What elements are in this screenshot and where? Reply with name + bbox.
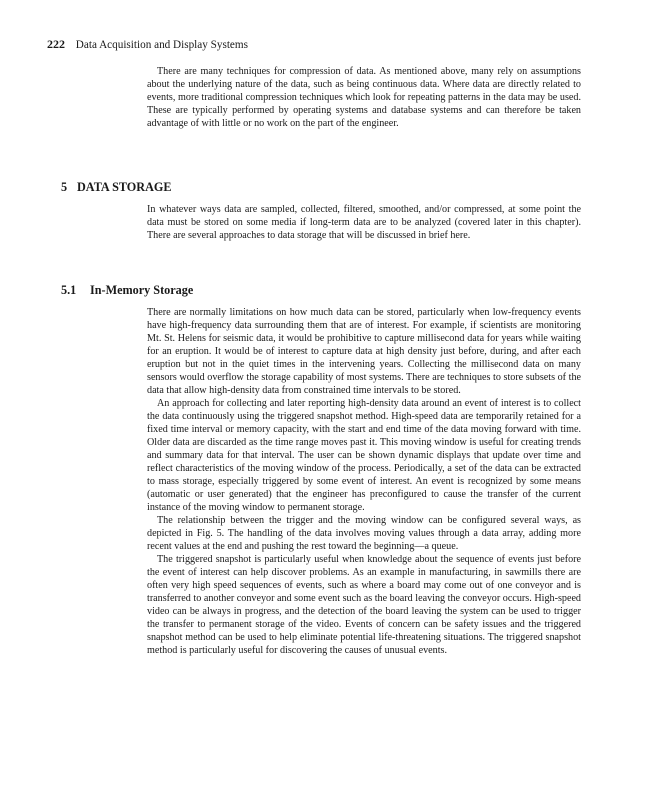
subsection-heading <box>61 283 193 298</box>
section-title: DATA STORAGE <box>77 180 172 194</box>
intro-block <box>147 65 581 130</box>
subsection-body <box>147 306 581 657</box>
section-heading <box>61 180 171 195</box>
intro-paragraph: There are many techniques for compression of data. As mentioned above, many rely on assumptions about the underlying nature of the data, such as being continuous data. Where data are directly related to events, more traditional compression techniques which look for repeating patterns in the data may be used. These are typically performed by operating systems and database systems and can therefore be taken advantage of with little or no work on the part of the engineer. <box>147 66 581 129</box>
body-paragraph: There are normally limitations on how much data can be stored, particularly when low-frequency events have high-frequency data surrounding them that are of interest. For example, if scientists are monitoring Mt. St. Helens for seismic data, it would be prohibitive to capture millisecond data for years while waiting for an eruption. It would be of interest to capture data at high density just before, during, and after each eruption but not in the quiet times in the intervening years. Collecting the millisecond data on many sensors would overflow the storage capability of most systems. There are techniques to store subsets of the data that allow high-density data from constrained time intervals to be stored. <box>147 307 581 396</box>
body-paragraph: The triggered snapshot is particularly useful when knowledge about the sequence of events just before the event of interest can help discover problems. As an example in manufacturing, in sawmills there are often very high speed sequences of events, such as where a board may come out of one conveyor and is transferred to another conveyor and some event such as the board leaving the conveyor occurs. High-speed video can be always in progress, and the detection of the board leaving the system can be used to trigger the transfer to permanent storage of the video. Events of concern can be safety issues and the triggered snapshot method can be used to help eliminate potential life-threatening situations. The triggered snapshot method is particularly useful for discovering the causes of unusual events. <box>147 554 581 656</box>
section-5-block <box>147 203 581 242</box>
running-title: Data Acquisition and Display Systems <box>75 39 248 51</box>
running-header <box>47 37 248 52</box>
page-number: 222 <box>47 37 65 51</box>
subsection-number: 5.1 <box>61 283 77 297</box>
section-number: 5 <box>61 180 68 194</box>
subsection-title: In-Memory Storage <box>90 283 194 297</box>
section-paragraph: In whatever ways data are sampled, collected, filtered, smoothed, and/or compressed, at some point the data must be stored on some media if long-term data are to be analyzed (covered later in this chapter). There are several approaches to data storage that will be discussed in brief here. <box>147 204 581 241</box>
body-paragraph: An approach for collecting and later reporting high-density data around an event of interest is to collect the data continuously using the triggered snapshot method. High-speed data are temporarily retained for a fixed time interval or memory capacity, with the start and end time of the data moving forward with time. Older data are discarded as the time range moves past it. This moving window is useful for creating trends and summary data for that interval. The user can be shown dynamic displays that update over time and reflect characteristics of the moving window of the process. Periodically, a set of the data can be extracted to mass storage, especially triggered by some event of interest. An event is recognized by some means (automatic or user generated) that the engineer has preconfigured to cause the transfer of the current instance of the moving window to permanent storage. <box>147 398 581 513</box>
body-paragraph: The relationship between the trigger and the moving window can be configured several ways, as depicted in Fig. 5. The handling of the data involves moving values through a data array, adding more recent values at the end and pushing the rest toward the beginning—a queue. <box>147 515 581 552</box>
